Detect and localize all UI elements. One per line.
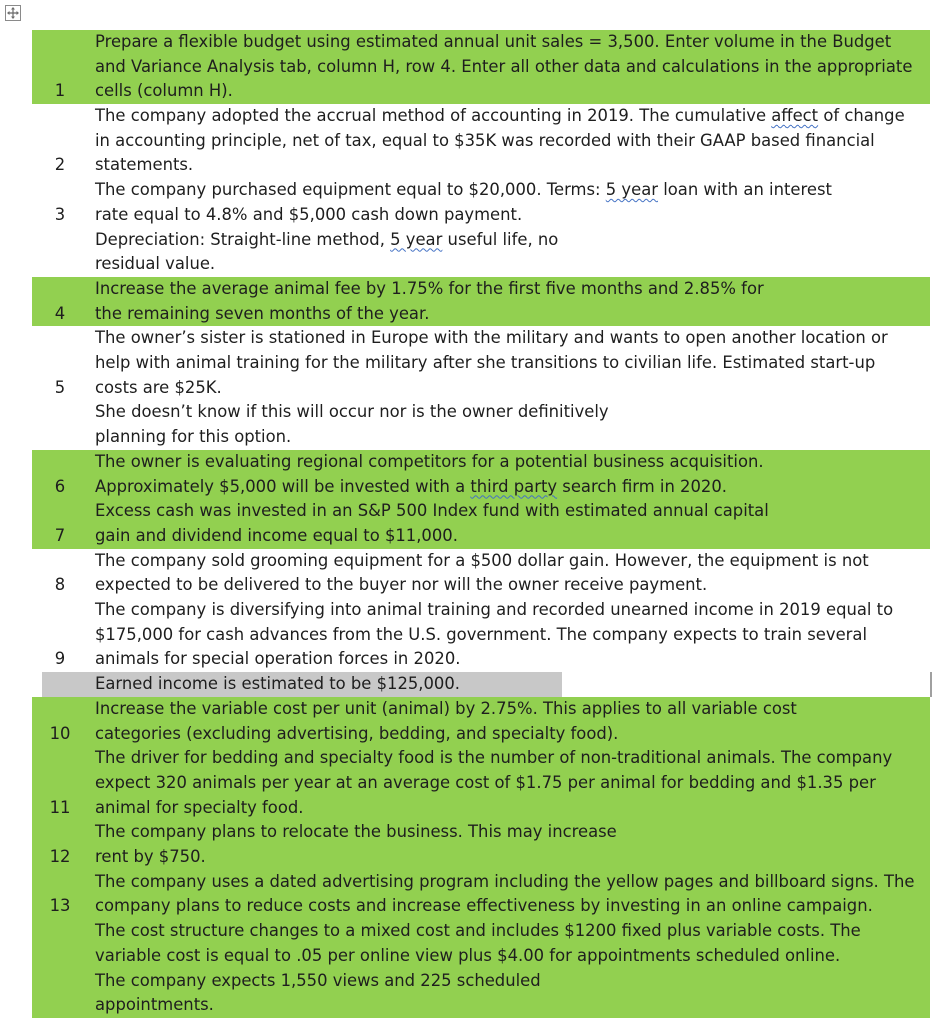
row-text-line: Increase the average animal fee by 1.75% for the first five months and 2.85% for: [95, 279, 764, 298]
row-text-line: Increase the variable cost per unit (animal) by 2.75%. This applies to all variable cost: [95, 698, 797, 718]
table-row: [32, 598, 930, 697]
row-text-line: Depreciation: Straight-line method, 5 year useful life, no: [95, 229, 559, 249]
row-text-line: The company uses a dated advertising program including the yellow pages and billboard signs. The: [95, 871, 915, 891]
row-text-line: The company sold grooming equipment for a $500 dollar gain. However, the equipment is not: [95, 550, 869, 570]
row-text-line: The company adopted the accrual method of accounting in 2019. The cumulative affect of change: [95, 106, 905, 126]
row-number: 8: [54, 575, 66, 595]
row-number: 4: [54, 303, 66, 323]
row-number: 3: [54, 204, 66, 224]
row-text-line: cells (column H).: [95, 81, 233, 101]
table-row: [32, 277, 930, 326]
row-text-line: Earned income is estimated to be $125,000.: [95, 674, 461, 694]
row-text-line: help with animal training for the military after she transitions to civilian life. Estimated start-up: [95, 353, 876, 373]
row-text-line: expected to be delivered to the buyer nor will the owner receive payment.: [95, 575, 708, 595]
row-text-line: She doesn’t know if this will occur nor is the owner definitively: [95, 402, 609, 422]
row-text-line: company plans to reduce costs and increase effectiveness by investing in an online campaign.: [95, 896, 873, 916]
row-number: 10: [49, 723, 71, 743]
row-text-line: statements.: [95, 155, 194, 175]
row-number: 1: [54, 81, 66, 101]
row-text-line: rate equal to 4.8% and $5,000 cash down payment.: [95, 204, 523, 224]
table-row: [32, 104, 930, 178]
table-row: [32, 549, 930, 598]
row-text-line: The company expects 1,550 views and 225 scheduled: [95, 970, 541, 990]
row-text-line: animals for special operation forces in 2020.: [95, 649, 461, 669]
row-text-line: The owner is evaluating regional competitors for a potential business acquisition.: [95, 451, 764, 471]
row-text-line: categories (excluding advertising, bedding, and specialty food).: [95, 723, 619, 743]
row-number: 6: [54, 476, 66, 496]
row-text-line: appointments.: [95, 995, 214, 1015]
table-row: [32, 820, 930, 869]
table-row: [32, 499, 930, 548]
row-text-line: rent by $750.: [95, 847, 206, 867]
row-text-line: The cost structure changes to a mixed cost and includes $1200 fixed plus variable costs. The: [95, 921, 861, 941]
row-text-line: The driver for bedding and specialty food is the number of non-traditional animals. The company: [95, 748, 893, 768]
row-text-line: the remaining seven months of the year.: [95, 303, 430, 323]
table-row: [32, 30, 930, 104]
row-number: 5: [54, 377, 66, 397]
row-number: 7: [54, 525, 66, 545]
row-text-line: gain and dividend income equal to $11,000.: [95, 525, 458, 545]
spellcheck-word[interactable]: third party: [470, 476, 558, 496]
row-text-line: and Variance Analysis tab, column H, row 4. Enter all other data and calculations in the appropriate: [95, 56, 913, 76]
row-text-line: The company purchased equipment equal to $20,000. Terms: 5 year loan with an interest: [95, 180, 832, 200]
row-text-line: The company is diversifying into animal training and recorded unearned income in 2019 equal to: [95, 600, 894, 620]
table-row: [32, 326, 930, 450]
row-text-line: animal for specialty food.: [95, 797, 304, 817]
table-row: [32, 697, 930, 746]
row-text-line: $175,000 for cash advances from the U.S. government. The company expects to train several: [95, 624, 868, 644]
row-number: 13: [49, 896, 71, 916]
table-row: [32, 870, 930, 1018]
table-row: [32, 450, 930, 499]
row-number: 12: [49, 847, 71, 867]
table-move-handle-icon[interactable]: [5, 5, 21, 21]
row-text-line: variable cost is equal to .05 per online view plus $4.00 for appointments scheduled online.: [95, 945, 841, 965]
row-text-line: Excess cash was invested in an S&P 500 Index fund with estimated annual capital: [95, 501, 769, 521]
table-row: [32, 746, 930, 820]
cell-border: [930, 672, 932, 697]
row-text-line: The company plans to relocate the business. This may increase: [95, 822, 617, 842]
row-text-line: The owner’s sister is stationed in Europe with the military and wants to open another location or: [95, 328, 888, 348]
table-row: [32, 178, 930, 277]
row-text-line: Prepare a flexible budget using estimated annual unit sales = 3,500. Enter volume in the Budget: [95, 32, 892, 51]
row-text-line: in accounting principle, net of tax, equal to $35K was recorded with their GAAP based financial: [95, 130, 875, 150]
row-number: 11: [49, 797, 71, 817]
spellcheck-word[interactable]: 5 year: [605, 180, 658, 200]
row-text-line: costs are $25K.: [95, 377, 222, 397]
spellcheck-word[interactable]: 5 year: [390, 229, 443, 249]
spellcheck-word[interactable]: affect: [771, 106, 819, 126]
row-text-line: expect 320 animals per year at an average cost of $1.75 per animal for bedding and $1.35 per: [95, 772, 876, 792]
row-number: 9: [54, 649, 66, 669]
row-text-line: planning for this option.: [95, 427, 292, 447]
row-number: 2: [54, 155, 66, 175]
row-text-line: Approximately $5,000 will be invested with a third party search firm in 2020.: [95, 476, 727, 496]
row-text-line: residual value.: [95, 254, 216, 274]
